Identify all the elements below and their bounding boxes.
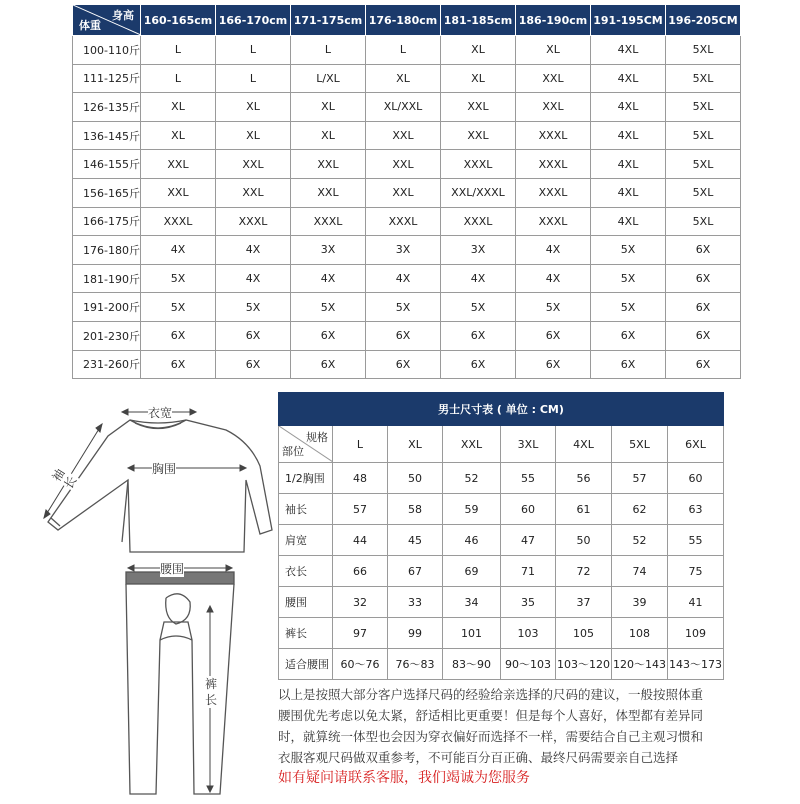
size-cell: 4XL xyxy=(591,178,666,207)
size-cell: XXL xyxy=(516,64,591,93)
size-cell: 4XL xyxy=(591,64,666,93)
size-cell: L xyxy=(216,64,291,93)
size-cell: XL xyxy=(291,121,366,150)
size-cell: XXL xyxy=(366,121,441,150)
measurement-value-cell: 90～103 xyxy=(501,649,556,680)
table-row xyxy=(73,207,741,236)
measurement-value-cell: 83～90 xyxy=(443,649,501,680)
size-cell: L/XL xyxy=(291,64,366,93)
measurement-value-cell: 41 xyxy=(668,587,724,618)
mens-size-measurement-table xyxy=(278,392,724,680)
height-header: 186-190cm xyxy=(516,5,591,36)
measurement-value-cell: 37 xyxy=(556,587,612,618)
measurement-value-cell: 71 xyxy=(501,556,556,587)
size-cell: 4X xyxy=(516,264,591,293)
size-table-title: 男士尺寸表 ( 单位 : CM) xyxy=(279,393,724,426)
customer-service-highlight: 如有疑问请联系客服，我们竭诚为您服务 xyxy=(278,770,530,786)
pants-crotch xyxy=(160,636,192,640)
height-header-row xyxy=(73,5,741,36)
size-cell: 6X xyxy=(216,321,291,350)
size-rows xyxy=(73,36,741,379)
size-cell: 4X xyxy=(216,264,291,293)
size-cell: XXL/XXXL xyxy=(441,178,516,207)
sleeve-inner-line xyxy=(122,480,128,542)
size-cell: 4XL xyxy=(591,150,666,179)
measurement-value-cell: 39 xyxy=(612,587,668,618)
table-row xyxy=(279,525,724,556)
size-header: 4XL xyxy=(556,426,612,463)
weight-axis-label: 体重 xyxy=(79,19,101,32)
size-cell: XXXL xyxy=(441,150,516,179)
size-cell: 5X xyxy=(591,293,666,322)
size-header-row xyxy=(279,426,724,463)
size-cell: XXXL xyxy=(216,207,291,236)
size-cell: L xyxy=(366,36,441,65)
note-line: 衣服客观尺码做双重参考，不可能百分百正确、最终尺码需要亲自己选择 xyxy=(278,750,679,765)
size-cell: 4X xyxy=(141,236,216,265)
table-row xyxy=(73,350,741,379)
size-header: 6XL xyxy=(668,426,724,463)
height-header: 166-170cm xyxy=(216,5,291,36)
weight-range-cell: 156-165斤 xyxy=(73,178,141,207)
table-row xyxy=(73,93,741,122)
measurement-value-cell: 101 xyxy=(443,618,501,649)
size-cell: XXL xyxy=(366,178,441,207)
size-cell: 4X xyxy=(441,264,516,293)
size-cell: XL xyxy=(291,93,366,122)
height-weight-size-table xyxy=(72,4,741,379)
weight-range-cell: 231-260斤 xyxy=(73,350,141,379)
measurement-value-cell: 97 xyxy=(333,618,388,649)
size-cell: 6X xyxy=(591,350,666,379)
measurement-value-cell: 99 xyxy=(388,618,443,649)
size-cell: 6X xyxy=(141,350,216,379)
measurement-value-cell: 75 xyxy=(668,556,724,587)
measurement-value-cell: 66 xyxy=(333,556,388,587)
size-cell: 5X xyxy=(141,293,216,322)
size-cell: 4X xyxy=(216,236,291,265)
size-cell: 5XL xyxy=(666,150,741,179)
size-cell: 6X xyxy=(666,321,741,350)
size-cell: XXXL xyxy=(516,178,591,207)
size-cell: XL xyxy=(516,36,591,65)
measurement-value-cell: 109 xyxy=(668,618,724,649)
weight-range-cell: 126-135斤 xyxy=(73,93,141,122)
weight-range-cell: 146-155斤 xyxy=(73,150,141,179)
size-cell: 6X xyxy=(666,264,741,293)
table-row xyxy=(73,236,741,265)
measurement-value-cell: 76～83 xyxy=(388,649,443,680)
measurement-value-cell: 50 xyxy=(556,525,612,556)
measurement-value-cell: 50 xyxy=(388,463,443,494)
size-cell: XXL xyxy=(141,178,216,207)
weight-range-cell: 136-145斤 xyxy=(73,121,141,150)
size-cell: XXXL xyxy=(366,207,441,236)
size-cell: XXXL xyxy=(141,207,216,236)
size-cell: 6X xyxy=(441,350,516,379)
size-cell: 5X xyxy=(591,264,666,293)
garment-diagram xyxy=(38,392,278,800)
size-cell: 5X xyxy=(141,264,216,293)
sleeve-length-label: 袖长 xyxy=(49,466,80,492)
measurement-value-cell: 143～173 xyxy=(668,649,724,680)
size-cell: XL xyxy=(216,121,291,150)
size-cell: XL xyxy=(216,93,291,122)
measurement-value-cell: 34 xyxy=(443,587,501,618)
table-row xyxy=(279,556,724,587)
table-row xyxy=(73,264,741,293)
measurement-value-cell: 45 xyxy=(388,525,443,556)
measurement-label-cell: 裤长 xyxy=(279,618,333,649)
size-cell: XXXL xyxy=(516,150,591,179)
size-cell: 5XL xyxy=(666,207,741,236)
measurement-label-cell: 腰围 xyxy=(279,587,333,618)
height-header: 176-180cm xyxy=(366,5,441,36)
table-row xyxy=(279,463,724,494)
measurement-value-cell: 56 xyxy=(556,463,612,494)
size-cell: 5X xyxy=(516,293,591,322)
size-cell: L xyxy=(141,36,216,65)
size-cell: 5X xyxy=(216,293,291,322)
size-cell: 6X xyxy=(516,321,591,350)
pants-outline xyxy=(126,584,234,794)
weight-range-cell: 166-175斤 xyxy=(73,207,141,236)
size-cell: 6X xyxy=(141,321,216,350)
size-cell: L xyxy=(141,64,216,93)
measurement-value-cell: 55 xyxy=(501,463,556,494)
pants-pouch xyxy=(166,594,191,624)
table-row xyxy=(73,64,741,93)
measurement-value-cell: 60～76 xyxy=(333,649,388,680)
waist-label: 腰围 xyxy=(160,562,185,576)
size-cell: 4XL xyxy=(591,121,666,150)
size-cell: XXL xyxy=(291,178,366,207)
measurement-value-cell: 62 xyxy=(612,494,668,525)
spec-label: 规格 xyxy=(306,431,328,444)
size-cell: XXL xyxy=(366,150,441,179)
size-cell: XL xyxy=(366,64,441,93)
measurement-value-cell: 33 xyxy=(388,587,443,618)
measurement-rows xyxy=(279,463,724,680)
weight-range-cell: 191-200斤 xyxy=(73,293,141,322)
weight-range-cell: 181-190斤 xyxy=(73,264,141,293)
measurement-value-cell: 60 xyxy=(501,494,556,525)
size-advice-note xyxy=(278,684,790,789)
height-axis-label: 身高 xyxy=(112,9,134,22)
height-header: 191-195CM xyxy=(591,5,666,36)
size-cell: 4XL xyxy=(591,36,666,65)
size-cell: 5X xyxy=(591,236,666,265)
size-cell: 4X xyxy=(366,264,441,293)
size-table-title-row xyxy=(279,393,724,426)
table-row xyxy=(73,178,741,207)
corner-header-cell xyxy=(73,5,141,36)
size-cell: 6X xyxy=(216,350,291,379)
measurement-value-cell: 67 xyxy=(388,556,443,587)
height-header: 181-185cm xyxy=(441,5,516,36)
size-cell: XL xyxy=(441,36,516,65)
measurement-value-cell: 47 xyxy=(501,525,556,556)
size-cell: 6X xyxy=(366,321,441,350)
size-cell: 6X xyxy=(666,236,741,265)
measurement-value-cell: 60 xyxy=(668,463,724,494)
size-cell: XXL xyxy=(291,150,366,179)
height-header: 160-165cm xyxy=(141,5,216,36)
size-cell: 5X xyxy=(441,293,516,322)
size-cell: XXL xyxy=(141,150,216,179)
size-cell: L xyxy=(291,36,366,65)
size-cell: XXXL xyxy=(441,207,516,236)
measurement-value-cell: 59 xyxy=(443,494,501,525)
size-header: XL xyxy=(388,426,443,463)
size-cell: 4XL xyxy=(591,207,666,236)
table-row xyxy=(73,150,741,179)
measurement-value-cell: 103 xyxy=(501,618,556,649)
garment-drawing xyxy=(38,392,278,800)
size-cell: XXXL xyxy=(291,207,366,236)
measurement-value-cell: 48 xyxy=(333,463,388,494)
size-cell: 4XL xyxy=(591,93,666,122)
size-cell: 4X xyxy=(516,236,591,265)
size-cell: XL xyxy=(441,64,516,93)
size-cell: 3X xyxy=(291,236,366,265)
measurement-label-cell: 袖长 xyxy=(279,494,333,525)
size-cell: 5XL xyxy=(666,36,741,65)
note-line: 以上是按照大部分客户选择尺码的经验给亲选择的尺码的建议，一般按照体重 xyxy=(278,687,704,702)
table-row xyxy=(279,494,724,525)
size-cell: 6X xyxy=(441,321,516,350)
table-row xyxy=(279,649,724,680)
size-cell: 6X xyxy=(291,321,366,350)
size-cell: 3X xyxy=(366,236,441,265)
size-cell: 6X xyxy=(366,350,441,379)
measurement-value-cell: 52 xyxy=(612,525,668,556)
measurement-value-cell: 32 xyxy=(333,587,388,618)
size-cell: XL/XXL xyxy=(366,93,441,122)
measurement-value-cell: 74 xyxy=(612,556,668,587)
size-cell: XXXL xyxy=(516,121,591,150)
size-cell: 6X xyxy=(516,350,591,379)
size-cell: 4X xyxy=(291,264,366,293)
size-header: XXL xyxy=(443,426,501,463)
measurement-value-cell: 35 xyxy=(501,587,556,618)
table-row xyxy=(73,36,741,65)
measurement-value-cell: 52 xyxy=(443,463,501,494)
measurement-value-cell: 120～143 xyxy=(612,649,668,680)
size-header: 5XL xyxy=(612,426,668,463)
size-cell: XXL xyxy=(441,93,516,122)
table-row xyxy=(73,293,741,322)
size-cell: 5XL xyxy=(666,64,741,93)
measurement-value-cell: 105 xyxy=(556,618,612,649)
measurement-value-cell: 58 xyxy=(388,494,443,525)
measurement-value-cell: 61 xyxy=(556,494,612,525)
table-row xyxy=(73,321,741,350)
size-header: L xyxy=(333,426,388,463)
size-cell: XXL xyxy=(216,150,291,179)
size-cell: XL xyxy=(141,121,216,150)
table-row xyxy=(279,587,724,618)
size-cell: 5XL xyxy=(666,93,741,122)
size-cell: XXL xyxy=(441,121,516,150)
weight-range-cell: 111-125斤 xyxy=(73,64,141,93)
chest-label: 胸围 xyxy=(152,462,177,476)
note-line: 腰围优先考虑以免太紧，舒适相比更重要！但是每个人喜好，体型都有差异同 xyxy=(278,708,704,723)
pants-length-label: 裤长 xyxy=(205,677,218,707)
measurement-value-cell: 57 xyxy=(333,494,388,525)
size-cell: XXXL xyxy=(516,207,591,236)
size-cell: 3X xyxy=(441,236,516,265)
weight-range-cell: 100-110斤 xyxy=(73,36,141,65)
size-cell: XXL xyxy=(516,93,591,122)
height-header: 196-205CM xyxy=(666,5,741,36)
size-cell: 5X xyxy=(291,293,366,322)
measurement-value-cell: 108 xyxy=(612,618,668,649)
weight-range-cell: 176-180斤 xyxy=(73,236,141,265)
measurement-label-cell: 衣长 xyxy=(279,556,333,587)
corner-header-cell xyxy=(279,426,333,463)
size-cell: 5XL xyxy=(666,178,741,207)
size-cell: L xyxy=(216,36,291,65)
size-cell: 5X xyxy=(366,293,441,322)
shirt-outline xyxy=(48,420,272,552)
measurement-value-cell: 72 xyxy=(556,556,612,587)
size-cell: 6X xyxy=(666,350,741,379)
size-cell: XXL xyxy=(216,178,291,207)
part-label: 部位 xyxy=(282,445,304,458)
measurement-value-cell: 63 xyxy=(668,494,724,525)
note-line: 时，就算统一体型也会因为穿衣偏好而选择不一样，需要结合自己主观习惯和 xyxy=(278,729,704,744)
weight-range-cell: 201-230斤 xyxy=(73,321,141,350)
measurement-value-cell: 57 xyxy=(612,463,668,494)
measurement-value-cell: 55 xyxy=(668,525,724,556)
size-cell: 6X xyxy=(591,321,666,350)
size-cell: 5XL xyxy=(666,121,741,150)
shoulder-width-label: 衣宽 xyxy=(148,406,173,420)
size-cell: XL xyxy=(141,93,216,122)
measurement-value-cell: 103～120 xyxy=(556,649,612,680)
measurement-value-cell: 44 xyxy=(333,525,388,556)
measurement-value-cell: 46 xyxy=(443,525,501,556)
measurement-label-cell: 肩宽 xyxy=(279,525,333,556)
size-cell: 6X xyxy=(666,293,741,322)
measurement-value-cell: 69 xyxy=(443,556,501,587)
size-cell: 6X xyxy=(291,350,366,379)
table-row xyxy=(73,121,741,150)
size-header: 3XL xyxy=(501,426,556,463)
table-row xyxy=(279,618,724,649)
height-header: 171-175cm xyxy=(291,5,366,36)
measurement-label-cell: 适合腰围 xyxy=(279,649,333,680)
measurement-label-cell: 1/2胸围 xyxy=(279,463,333,494)
